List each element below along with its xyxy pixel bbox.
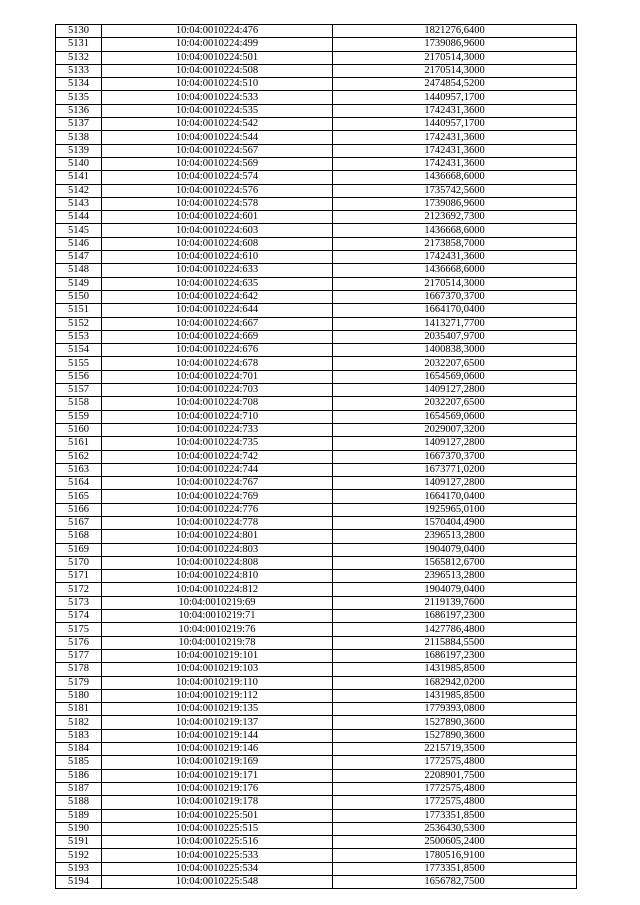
row-number-cell: 5183 xyxy=(56,729,102,742)
row-number-cell: 5189 xyxy=(56,809,102,822)
row-number-cell: 5170 xyxy=(56,556,102,569)
value-cell: 2035407,9700 xyxy=(333,330,577,343)
row-number-cell: 5186 xyxy=(56,769,102,782)
cadastral-number-cell: 10:04:0010219:110 xyxy=(102,676,333,689)
value-cell: 2029007,3200 xyxy=(333,423,577,436)
value-cell: 1772575,4800 xyxy=(333,756,577,769)
cadastral-number-cell: 10:04:0010225:533 xyxy=(102,849,333,862)
cadastral-number-cell: 10:04:0010224:644 xyxy=(102,304,333,317)
table-row xyxy=(56,25,577,38)
table-row xyxy=(56,277,577,290)
row-number-cell: 5152 xyxy=(56,317,102,330)
row-number-cell: 5188 xyxy=(56,796,102,809)
row-number-cell: 5160 xyxy=(56,423,102,436)
row-number-cell: 5148 xyxy=(56,264,102,277)
value-cell: 1527890,3600 xyxy=(333,716,577,729)
table-row xyxy=(56,344,577,357)
table-row xyxy=(56,144,577,157)
value-cell: 1527890,3600 xyxy=(333,729,577,742)
table-row xyxy=(56,64,577,77)
cadastral-number-cell: 10:04:0010224:567 xyxy=(102,144,333,157)
value-cell: 1436668,6000 xyxy=(333,224,577,237)
table-row xyxy=(56,251,577,264)
cadastral-number-cell: 10:04:0010224:778 xyxy=(102,516,333,529)
cadastral-number-cell: 10:04:0010224:803 xyxy=(102,543,333,556)
cadastral-number-cell: 10:04:0010224:676 xyxy=(102,344,333,357)
table-row xyxy=(56,38,577,51)
table-row xyxy=(56,357,577,370)
value-cell: 1742431,3600 xyxy=(333,144,577,157)
cadastral-number-cell: 10:04:0010224:735 xyxy=(102,437,333,450)
table-row xyxy=(56,104,577,117)
table-row xyxy=(56,131,577,144)
row-number-cell: 5178 xyxy=(56,663,102,676)
row-number-cell: 5133 xyxy=(56,64,102,77)
value-cell: 1570404,4900 xyxy=(333,516,577,529)
row-number-cell: 5163 xyxy=(56,463,102,476)
table-row xyxy=(56,330,577,343)
table-row xyxy=(56,304,577,317)
row-number-cell: 5165 xyxy=(56,490,102,503)
cadastral-number-cell: 10:04:0010224:569 xyxy=(102,157,333,170)
table-row xyxy=(56,862,577,875)
table-row xyxy=(56,543,577,556)
row-number-cell: 5193 xyxy=(56,862,102,875)
cadastral-number-cell: 10:04:0010224:808 xyxy=(102,556,333,569)
row-number-cell: 5139 xyxy=(56,144,102,157)
row-number-cell: 5144 xyxy=(56,211,102,224)
cadastral-number-cell: 10:04:0010224:601 xyxy=(102,211,333,224)
cadastral-number-cell: 10:04:0010224:703 xyxy=(102,384,333,397)
cadastral-number-cell: 10:04:0010224:501 xyxy=(102,51,333,64)
table-row xyxy=(56,836,577,849)
value-cell: 1436668,6000 xyxy=(333,171,577,184)
row-number-cell: 5171 xyxy=(56,570,102,583)
row-number-cell: 5187 xyxy=(56,782,102,795)
table-row xyxy=(56,743,577,756)
row-number-cell: 5184 xyxy=(56,743,102,756)
row-number-cell: 5174 xyxy=(56,610,102,623)
table-row xyxy=(56,384,577,397)
cadastral-number-cell: 10:04:0010224:708 xyxy=(102,397,333,410)
cadastral-number-cell: 10:04:0010224:710 xyxy=(102,410,333,423)
value-cell: 1427786,4800 xyxy=(333,623,577,636)
table-row xyxy=(56,849,577,862)
value-cell: 1904079,0400 xyxy=(333,583,577,596)
row-number-cell: 5134 xyxy=(56,78,102,91)
table-row xyxy=(56,756,577,769)
cadastral-number-cell: 10:04:0010219:169 xyxy=(102,756,333,769)
row-number-cell: 5162 xyxy=(56,450,102,463)
cadastral-number-cell: 10:04:0010224:701 xyxy=(102,370,333,383)
cadastral-number-cell: 10:04:0010224:633 xyxy=(102,264,333,277)
cadastral-number-cell: 10:04:0010224:776 xyxy=(102,503,333,516)
table-row xyxy=(56,796,577,809)
row-number-cell: 5164 xyxy=(56,477,102,490)
table-row xyxy=(56,437,577,450)
value-cell: 1409127,2800 xyxy=(333,437,577,450)
value-cell: 1667370,3700 xyxy=(333,290,577,303)
row-number-cell: 5182 xyxy=(56,716,102,729)
table-row xyxy=(56,636,577,649)
row-number-cell: 5154 xyxy=(56,344,102,357)
value-cell: 1664170,0400 xyxy=(333,304,577,317)
value-cell: 2396513,2800 xyxy=(333,530,577,543)
cadastral-number-cell: 10:04:0010224:669 xyxy=(102,330,333,343)
row-number-cell: 5172 xyxy=(56,583,102,596)
cadastral-number-cell: 10:04:0010219:176 xyxy=(102,782,333,795)
cadastral-number-cell: 10:04:0010224:608 xyxy=(102,237,333,250)
table-row xyxy=(56,211,577,224)
value-cell: 1686197,2300 xyxy=(333,649,577,662)
value-cell: 1667370,3700 xyxy=(333,450,577,463)
value-cell: 1413271,7700 xyxy=(333,317,577,330)
cadastral-number-cell: 10:04:0010224:542 xyxy=(102,118,333,131)
value-cell: 1739086,9600 xyxy=(333,38,577,51)
row-number-cell: 5145 xyxy=(56,224,102,237)
row-number-cell: 5161 xyxy=(56,437,102,450)
row-number-cell: 5166 xyxy=(56,503,102,516)
table-row xyxy=(56,689,577,702)
cadastral-number-cell: 10:04:0010224:744 xyxy=(102,463,333,476)
cadastral-number-cell: 10:04:0010224:499 xyxy=(102,38,333,51)
value-cell: 1654569,0600 xyxy=(333,370,577,383)
row-number-cell: 5153 xyxy=(56,330,102,343)
row-number-cell: 5168 xyxy=(56,530,102,543)
table-row xyxy=(56,237,577,250)
value-cell: 1440957,1700 xyxy=(333,118,577,131)
cadastral-number-cell: 10:04:0010225:501 xyxy=(102,809,333,822)
value-cell: 1682942,0200 xyxy=(333,676,577,689)
table-row xyxy=(56,676,577,689)
cadastral-number-cell: 10:04:0010224:635 xyxy=(102,277,333,290)
value-cell: 1742431,3600 xyxy=(333,131,577,144)
table-row xyxy=(56,716,577,729)
table-row xyxy=(56,610,577,623)
value-cell: 1654569,0600 xyxy=(333,410,577,423)
row-number-cell: 5150 xyxy=(56,290,102,303)
cadastral-number-cell: 10:04:0010224:533 xyxy=(102,91,333,104)
cadastral-number-cell: 10:04:0010225:534 xyxy=(102,862,333,875)
cadastral-number-cell: 10:04:0010219:76 xyxy=(102,623,333,636)
cadastral-number-cell: 10:04:0010224:767 xyxy=(102,477,333,490)
cadastral-number-cell: 10:04:0010224:576 xyxy=(102,184,333,197)
value-cell: 2396513,2800 xyxy=(333,570,577,583)
value-cell: 2215719,3500 xyxy=(333,743,577,756)
table-body xyxy=(56,25,577,889)
cadastral-number-cell: 10:04:0010219:78 xyxy=(102,636,333,649)
cadastral-number-cell: 10:04:0010224:678 xyxy=(102,357,333,370)
value-cell: 1925965,0100 xyxy=(333,503,577,516)
value-cell: 2032207,6500 xyxy=(333,357,577,370)
row-number-cell: 5190 xyxy=(56,822,102,835)
row-number-cell: 5137 xyxy=(56,118,102,131)
table-row xyxy=(56,423,577,436)
table-row xyxy=(56,410,577,423)
table-row xyxy=(56,663,577,676)
value-cell: 1780516,9100 xyxy=(333,849,577,862)
value-cell: 2500605,2400 xyxy=(333,836,577,849)
table-row xyxy=(56,703,577,716)
row-number-cell: 5194 xyxy=(56,876,102,889)
row-number-cell: 5180 xyxy=(56,689,102,702)
value-cell: 1779393,0800 xyxy=(333,703,577,716)
value-cell: 1772575,4800 xyxy=(333,796,577,809)
value-cell: 1742431,3600 xyxy=(333,104,577,117)
table-row xyxy=(56,729,577,742)
value-cell: 1773351,8500 xyxy=(333,862,577,875)
cadastral-number-cell: 10:04:0010219:69 xyxy=(102,596,333,609)
row-number-cell: 5175 xyxy=(56,623,102,636)
row-number-cell: 5130 xyxy=(56,25,102,38)
row-number-cell: 5181 xyxy=(56,703,102,716)
table-row xyxy=(56,583,577,596)
row-number-cell: 5158 xyxy=(56,397,102,410)
row-number-cell: 5169 xyxy=(56,543,102,556)
table-row xyxy=(56,490,577,503)
table-row xyxy=(56,782,577,795)
value-cell: 1436668,6000 xyxy=(333,264,577,277)
value-cell: 2208901,7500 xyxy=(333,769,577,782)
value-cell: 2170514,3000 xyxy=(333,277,577,290)
row-number-cell: 5167 xyxy=(56,516,102,529)
row-number-cell: 5155 xyxy=(56,357,102,370)
table-row xyxy=(56,809,577,822)
value-cell: 1742431,3600 xyxy=(333,157,577,170)
table-row xyxy=(56,876,577,889)
table-row xyxy=(56,530,577,543)
value-cell: 1656782,7500 xyxy=(333,876,577,889)
cadastral-number-cell: 10:04:0010224:510 xyxy=(102,78,333,91)
row-number-cell: 5132 xyxy=(56,51,102,64)
value-cell: 1742431,3600 xyxy=(333,251,577,264)
row-number-cell: 5176 xyxy=(56,636,102,649)
table-row xyxy=(56,290,577,303)
cadastral-number-cell: 10:04:0010224:742 xyxy=(102,450,333,463)
row-number-cell: 5143 xyxy=(56,197,102,210)
value-cell: 2123692,7300 xyxy=(333,211,577,224)
cadastral-number-cell: 10:04:0010224:508 xyxy=(102,64,333,77)
row-number-cell: 5140 xyxy=(56,157,102,170)
value-cell: 1664170,0400 xyxy=(333,490,577,503)
value-cell: 1739086,9600 xyxy=(333,197,577,210)
table-row xyxy=(56,91,577,104)
value-cell: 1431985,8500 xyxy=(333,689,577,702)
table-row xyxy=(56,450,577,463)
table-row xyxy=(56,463,577,476)
table-row xyxy=(56,184,577,197)
value-cell: 2119139,7600 xyxy=(333,596,577,609)
cadastral-number-cell: 10:04:0010224:810 xyxy=(102,570,333,583)
value-cell: 1409127,2800 xyxy=(333,477,577,490)
value-cell: 1431985,8500 xyxy=(333,663,577,676)
row-number-cell: 5151 xyxy=(56,304,102,317)
row-number-cell: 5159 xyxy=(56,410,102,423)
cadastral-number-cell: 10:04:0010224:610 xyxy=(102,251,333,264)
cadastral-number-cell: 10:04:0010219:71 xyxy=(102,610,333,623)
row-number-cell: 5191 xyxy=(56,836,102,849)
row-number-cell: 5149 xyxy=(56,277,102,290)
value-cell: 2173858,7000 xyxy=(333,237,577,250)
cadastral-number-cell: 10:04:0010224:812 xyxy=(102,583,333,596)
table-row xyxy=(56,264,577,277)
row-number-cell: 5179 xyxy=(56,676,102,689)
value-cell: 2115884,5500 xyxy=(333,636,577,649)
cadastral-number-cell: 10:04:0010224:801 xyxy=(102,530,333,543)
value-cell: 2032207,6500 xyxy=(333,397,577,410)
table-row xyxy=(56,516,577,529)
table-row xyxy=(56,157,577,170)
table-row xyxy=(56,769,577,782)
row-number-cell: 5131 xyxy=(56,38,102,51)
cadastral-number-cell: 10:04:0010219:146 xyxy=(102,743,333,756)
row-number-cell: 5142 xyxy=(56,184,102,197)
table-row xyxy=(56,51,577,64)
row-number-cell: 5135 xyxy=(56,91,102,104)
table-row xyxy=(56,503,577,516)
cadastral-number-cell: 10:04:0010224:578 xyxy=(102,197,333,210)
cadastral-number-cell: 10:04:0010224:603 xyxy=(102,224,333,237)
row-number-cell: 5177 xyxy=(56,649,102,662)
value-cell: 1904079,0400 xyxy=(333,543,577,556)
value-cell: 1409127,2800 xyxy=(333,384,577,397)
value-cell: 1772575,4800 xyxy=(333,782,577,795)
table-row xyxy=(56,78,577,91)
value-cell: 2170514,3000 xyxy=(333,64,577,77)
value-cell: 1440957,1700 xyxy=(333,91,577,104)
row-number-cell: 5136 xyxy=(56,104,102,117)
row-number-cell: 5156 xyxy=(56,370,102,383)
cadastral-number-cell: 10:04:0010224:667 xyxy=(102,317,333,330)
cadastral-number-cell: 10:04:0010224:476 xyxy=(102,25,333,38)
value-cell: 1773351,8500 xyxy=(333,809,577,822)
cadastral-number-cell: 10:04:0010224:544 xyxy=(102,131,333,144)
cadastral-number-cell: 10:04:0010224:535 xyxy=(102,104,333,117)
value-cell: 1673771,0200 xyxy=(333,463,577,476)
cadastral-number-cell: 10:04:0010224:574 xyxy=(102,171,333,184)
cadastral-number-cell: 10:04:0010219:101 xyxy=(102,649,333,662)
row-number-cell: 5147 xyxy=(56,251,102,264)
value-cell: 1565812,6700 xyxy=(333,556,577,569)
table-row xyxy=(56,596,577,609)
row-number-cell: 5185 xyxy=(56,756,102,769)
table-row xyxy=(56,224,577,237)
row-number-cell: 5157 xyxy=(56,384,102,397)
table-row xyxy=(56,556,577,569)
table-row xyxy=(56,317,577,330)
table-row xyxy=(56,118,577,131)
value-cell: 1821276,6400 xyxy=(333,25,577,38)
row-number-cell: 5192 xyxy=(56,849,102,862)
cadastral-number-cell: 10:04:0010219:135 xyxy=(102,703,333,716)
table-row xyxy=(56,623,577,636)
table-row xyxy=(56,197,577,210)
cadastral-number-cell: 10:04:0010225:515 xyxy=(102,822,333,835)
table-row xyxy=(56,477,577,490)
cadastral-number-cell: 10:04:0010219:171 xyxy=(102,769,333,782)
value-cell: 1686197,2300 xyxy=(333,610,577,623)
cadastral-number-cell: 10:04:0010219:137 xyxy=(102,716,333,729)
value-cell: 1735742,5600 xyxy=(333,184,577,197)
row-number-cell: 5141 xyxy=(56,171,102,184)
row-number-cell: 5146 xyxy=(56,237,102,250)
row-number-cell: 5173 xyxy=(56,596,102,609)
cadastral-number-cell: 10:04:0010225:516 xyxy=(102,836,333,849)
table-row xyxy=(56,370,577,383)
table-row xyxy=(56,397,577,410)
cadastral-number-cell: 10:04:0010219:112 xyxy=(102,689,333,702)
value-cell: 2536430,5300 xyxy=(333,822,577,835)
value-cell: 2170514,3000 xyxy=(333,51,577,64)
data-table xyxy=(55,24,577,889)
cadastral-number-cell: 10:04:0010219:178 xyxy=(102,796,333,809)
table-row xyxy=(56,822,577,835)
value-cell: 1400838,3000 xyxy=(333,344,577,357)
cadastral-number-cell: 10:04:0010219:144 xyxy=(102,729,333,742)
cadastral-number-cell: 10:04:0010219:103 xyxy=(102,663,333,676)
table-row xyxy=(56,570,577,583)
table-row xyxy=(56,171,577,184)
row-number-cell: 5138 xyxy=(56,131,102,144)
value-cell: 2474854,5200 xyxy=(333,78,577,91)
cadastral-number-cell: 10:04:0010224:769 xyxy=(102,490,333,503)
cadastral-number-cell: 10:04:0010225:548 xyxy=(102,876,333,889)
cadastral-number-cell: 10:04:0010224:733 xyxy=(102,423,333,436)
cadastral-number-cell: 10:04:0010224:642 xyxy=(102,290,333,303)
table-row xyxy=(56,649,577,662)
